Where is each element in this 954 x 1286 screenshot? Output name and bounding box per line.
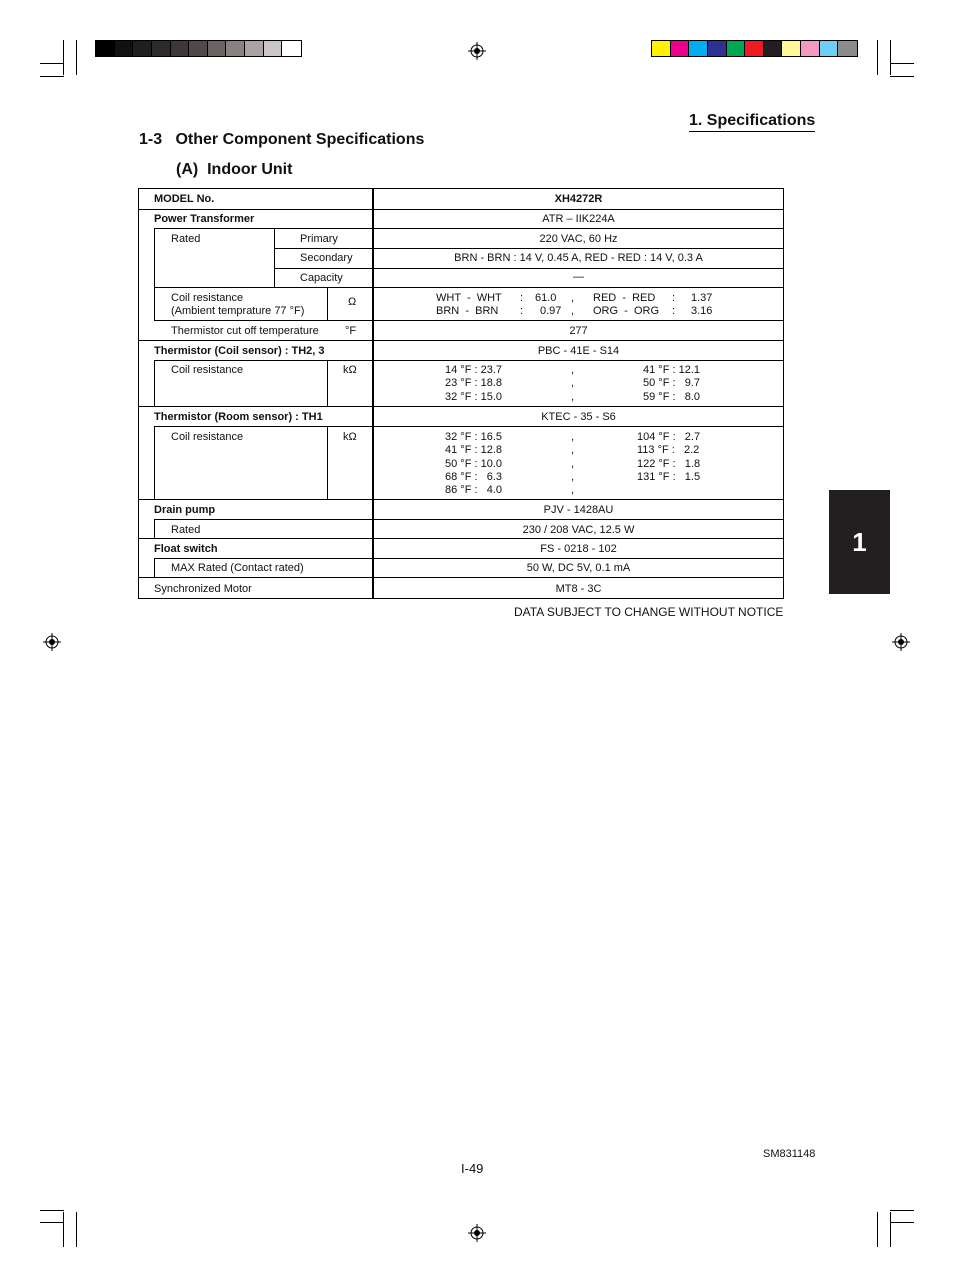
color-calibration-bar bbox=[651, 40, 858, 57]
crop-mark bbox=[63, 40, 64, 75]
wire-value: 3.16 bbox=[691, 305, 713, 317]
drain-pump-label: Drain pump bbox=[154, 504, 216, 516]
float-switch-value: FS - 0218 - 102 bbox=[540, 543, 617, 555]
crop-mark bbox=[877, 1212, 878, 1247]
crop-mark bbox=[890, 40, 891, 75]
section-subtitle: (A) Indoor Unit bbox=[176, 161, 293, 178]
crop-mark bbox=[40, 1222, 64, 1223]
comma-sep: , bbox=[571, 292, 575, 304]
color-swatch bbox=[764, 41, 783, 56]
color-swatch bbox=[264, 41, 283, 56]
resistance-entry: 86 °F : 4.0 bbox=[445, 484, 502, 497]
power-transformer-value: ATR – IIK224A bbox=[542, 213, 615, 225]
crop-mark bbox=[40, 76, 64, 77]
drain-pump-rated-label: Rated bbox=[171, 524, 201, 536]
notice-text: DATA SUBJECT TO CHANGE WITHOUT NOTICE bbox=[514, 605, 784, 619]
crop-mark bbox=[40, 1210, 64, 1211]
color-swatch bbox=[189, 41, 208, 56]
fahrenheit-unit: °F bbox=[345, 325, 357, 337]
crop-mark bbox=[890, 1222, 914, 1223]
sync-motor-value: MT8 - 3C bbox=[555, 583, 602, 595]
crop-mark bbox=[877, 40, 878, 75]
color-swatch bbox=[226, 41, 245, 56]
color-swatch bbox=[782, 41, 801, 56]
float-switch-label: Float switch bbox=[154, 543, 218, 555]
resistance-entry: 41 °F : 12.1 bbox=[643, 364, 700, 376]
gray-scale-bar bbox=[95, 40, 302, 57]
crop-mark bbox=[40, 63, 64, 64]
color-swatch bbox=[708, 41, 727, 56]
color-swatch bbox=[245, 41, 264, 56]
resistance-entry: 122 °F : 1.8 bbox=[637, 457, 701, 470]
comma-sep: , bbox=[571, 457, 575, 470]
section-title: 1-3 Other Component Specifications bbox=[139, 131, 425, 148]
color-swatch bbox=[171, 41, 190, 56]
color-swatch bbox=[152, 41, 171, 56]
thermistor-coil-label: Thermistor (Coil sensor) : TH2, 3 bbox=[154, 345, 325, 357]
color-swatch bbox=[727, 41, 746, 56]
capacity-value: — bbox=[573, 271, 584, 283]
max-rated-label: MAX Rated (Contact rated) bbox=[171, 562, 304, 574]
drain-pump-rated-value: 230 / 208 VAC, 12.5 W bbox=[522, 524, 635, 536]
colon-sep: : bbox=[672, 305, 676, 317]
color-swatch bbox=[745, 41, 764, 56]
wire-pair: WHT - WHT bbox=[436, 292, 502, 304]
resistance-entry: 50 °F : 10.0 bbox=[445, 457, 502, 470]
crop-mark bbox=[890, 1210, 914, 1211]
page-number: I-49 bbox=[461, 1161, 484, 1176]
comma-sep: , bbox=[571, 484, 575, 497]
resistance-entry: 68 °F : 6.3 bbox=[445, 470, 502, 483]
thermistor-room-label: Thermistor (Room sensor) : TH1 bbox=[154, 411, 323, 423]
comma-sep: , bbox=[571, 390, 575, 403]
comma-sep: , bbox=[571, 305, 575, 317]
crop-mark bbox=[76, 1212, 77, 1247]
rated-label: Rated bbox=[171, 233, 201, 245]
max-rated-value: 50 W, DC 5V, 0.1 mA bbox=[526, 562, 631, 574]
registration-mark-icon bbox=[468, 1224, 486, 1242]
resistance-entry: 113 °F : 2.2 bbox=[637, 444, 700, 457]
spec-table bbox=[138, 188, 784, 599]
colon-sep: : bbox=[520, 292, 524, 304]
color-swatch bbox=[96, 41, 115, 56]
crop-mark bbox=[76, 40, 77, 75]
capacity-label: Capacity bbox=[300, 272, 343, 284]
primary-label: Primary bbox=[300, 233, 338, 245]
thermistor-coil-value: PBC - 41E - S14 bbox=[537, 345, 620, 357]
resistance-entry: 50 °F : 9.7 bbox=[643, 377, 700, 390]
resistance-entry: 32 °F : 16.5 bbox=[445, 431, 502, 443]
document-code: SM831148 bbox=[763, 1148, 816, 1160]
primary-value: 220 VAC, 60 Hz bbox=[539, 233, 618, 245]
wire-pair: BRN - BRN bbox=[436, 305, 499, 317]
chapter-tab: 1 bbox=[829, 490, 890, 594]
thermistor-room-value: KTEC - 35 - S6 bbox=[541, 411, 616, 423]
ambient-temp-label: (Ambient temprature 77 °F) bbox=[171, 305, 305, 317]
color-swatch bbox=[671, 41, 690, 56]
chapter-heading: 1. Specifications bbox=[689, 112, 815, 132]
model-value: XH4272R bbox=[554, 193, 603, 205]
kohm-unit: kΩ bbox=[343, 431, 357, 443]
resistance-entry: 104 °F : 2.7 bbox=[637, 431, 701, 443]
resistance-entry: 14 °F : 23.7 bbox=[445, 364, 502, 376]
resistance-entry: 41 °F : 12.8 bbox=[445, 444, 502, 457]
crop-mark bbox=[890, 1212, 891, 1247]
comma-sep: , bbox=[571, 364, 575, 376]
color-swatch bbox=[652, 41, 671, 56]
wire-value: 61.0 bbox=[535, 292, 557, 304]
resistance-entry: 23 °F : 18.8 bbox=[445, 377, 502, 390]
crop-mark bbox=[890, 76, 914, 77]
wire-value: 1.37 bbox=[691, 292, 713, 304]
wire-pair: ORG - ORG bbox=[593, 305, 659, 317]
wire-value: 0.97 bbox=[540, 305, 562, 317]
resistance-entry: 131 °F : 1.5 bbox=[637, 470, 701, 483]
color-swatch bbox=[801, 41, 820, 56]
ohm-unit: Ω bbox=[348, 296, 357, 308]
secondary-value: BRN - BRN : 14 V, 0.45 A, RED - RED : 14 V, 0.3 A bbox=[454, 252, 703, 264]
coil-resistance-label: Coil resistance bbox=[171, 431, 244, 443]
coil-resistance-label: Coil resistance bbox=[171, 364, 244, 376]
color-swatch bbox=[820, 41, 839, 56]
registration-mark-icon bbox=[43, 633, 61, 651]
secondary-label: Secondary bbox=[300, 252, 353, 264]
drain-pump-value: PJV - 1428AU bbox=[543, 504, 614, 516]
colon-sep: : bbox=[520, 305, 524, 317]
color-swatch bbox=[133, 41, 152, 56]
crop-mark bbox=[63, 1212, 64, 1247]
color-swatch bbox=[208, 41, 227, 56]
color-swatch bbox=[689, 41, 708, 56]
colon-sep: : bbox=[672, 292, 676, 304]
sync-motor-label: Synchronized Motor bbox=[154, 583, 252, 595]
kohm-unit: kΩ bbox=[343, 364, 357, 376]
wire-pair: RED - RED bbox=[593, 292, 656, 304]
comma-sep: , bbox=[571, 444, 575, 457]
comma-sep: , bbox=[571, 431, 575, 443]
power-transformer-label: Power Transformer bbox=[154, 213, 255, 225]
registration-mark-icon bbox=[468, 42, 486, 60]
thermistor-cutoff-value: 277 bbox=[569, 325, 588, 337]
color-swatch bbox=[838, 41, 857, 56]
color-swatch bbox=[282, 41, 301, 56]
crop-mark bbox=[890, 63, 914, 64]
comma-sep: , bbox=[571, 470, 575, 483]
coil-resistance-label: Coil resistance bbox=[171, 292, 244, 304]
registration-mark-icon bbox=[892, 633, 910, 651]
resistance-entry: 59 °F : 8.0 bbox=[643, 390, 700, 403]
model-label: MODEL No. bbox=[154, 193, 215, 205]
resistance-entry: 32 °F : 15.0 bbox=[445, 390, 502, 403]
comma-sep: , bbox=[571, 377, 575, 390]
color-swatch bbox=[115, 41, 134, 56]
thermistor-cutoff-label: Thermistor cut off temperature bbox=[171, 325, 319, 337]
